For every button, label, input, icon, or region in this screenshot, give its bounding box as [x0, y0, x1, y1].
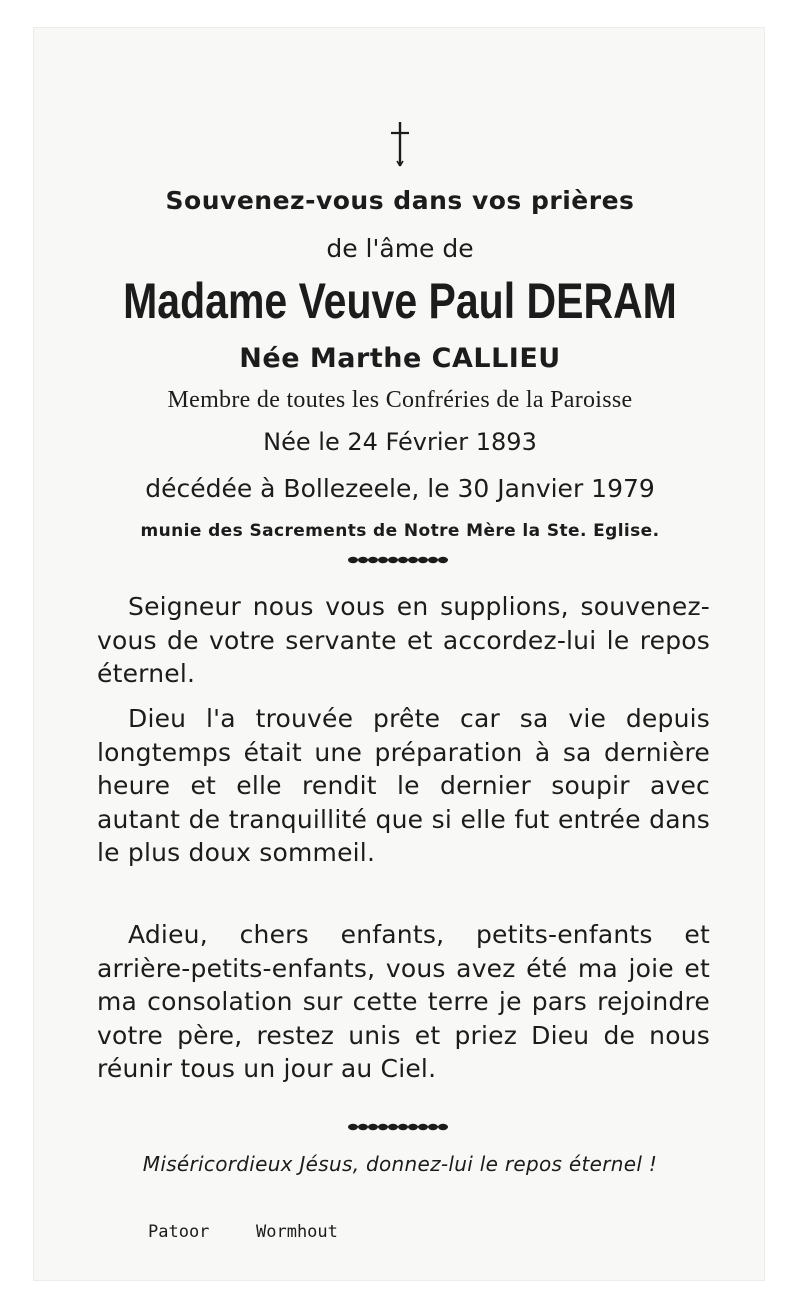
death-date: décédée à Bollezeele, le 30 Janvier 1979 — [145, 474, 655, 503]
membership-line: Membre de toutes les Confréries de la Paroisse — [167, 387, 633, 413]
printer-name: Patoor — [148, 1222, 210, 1242]
farewell-paragraph: Adieu, chers enfants, petits-enfants et arrière-petits-enfants, vous avez été ma joie et ma consolation sur cette terre je pars rejoindre votre père, restez unis et priez Dieu de nous réunir tous un jour au Ciel. — [97, 920, 710, 1083]
ornamental-rule-icon — [0, 555, 800, 565]
intro-line: Souvenez-vous dans vos prières — [165, 186, 635, 215]
cross-icon — [0, 118, 800, 174]
maiden-name: Née Marthe CALLIEU — [239, 343, 561, 374]
ornamental-rule-icon — [0, 1122, 800, 1132]
birth-date: Née le 24 Février 1893 — [263, 428, 537, 456]
deceased-name: Madame Veuve Paul DERAM — [123, 273, 677, 329]
intro-line-2: de l'âme de — [326, 234, 474, 263]
sacraments-line: munie des Sacrements de Notre Mère la Ste. Eglise. — [140, 521, 660, 541]
printer-town: Wormhout — [256, 1222, 338, 1242]
closing-prayer: Miséricordieux Jésus, donnez-lui le repos éternel ! — [142, 1152, 658, 1176]
tribute-paragraph: Dieu l'a trouvée prête car sa vie depuis longtemps était une préparation à sa dernière heure et elle rendit le dernier soupir avec autant de tranquillité que si elle fut entrée dans le plus doux sommeil. — [97, 704, 710, 867]
prayer-paragraph: Seigneur nous vous en supplions, souvenez-vous de votre servante et accordez-lui le repos éternel. — [97, 592, 710, 688]
